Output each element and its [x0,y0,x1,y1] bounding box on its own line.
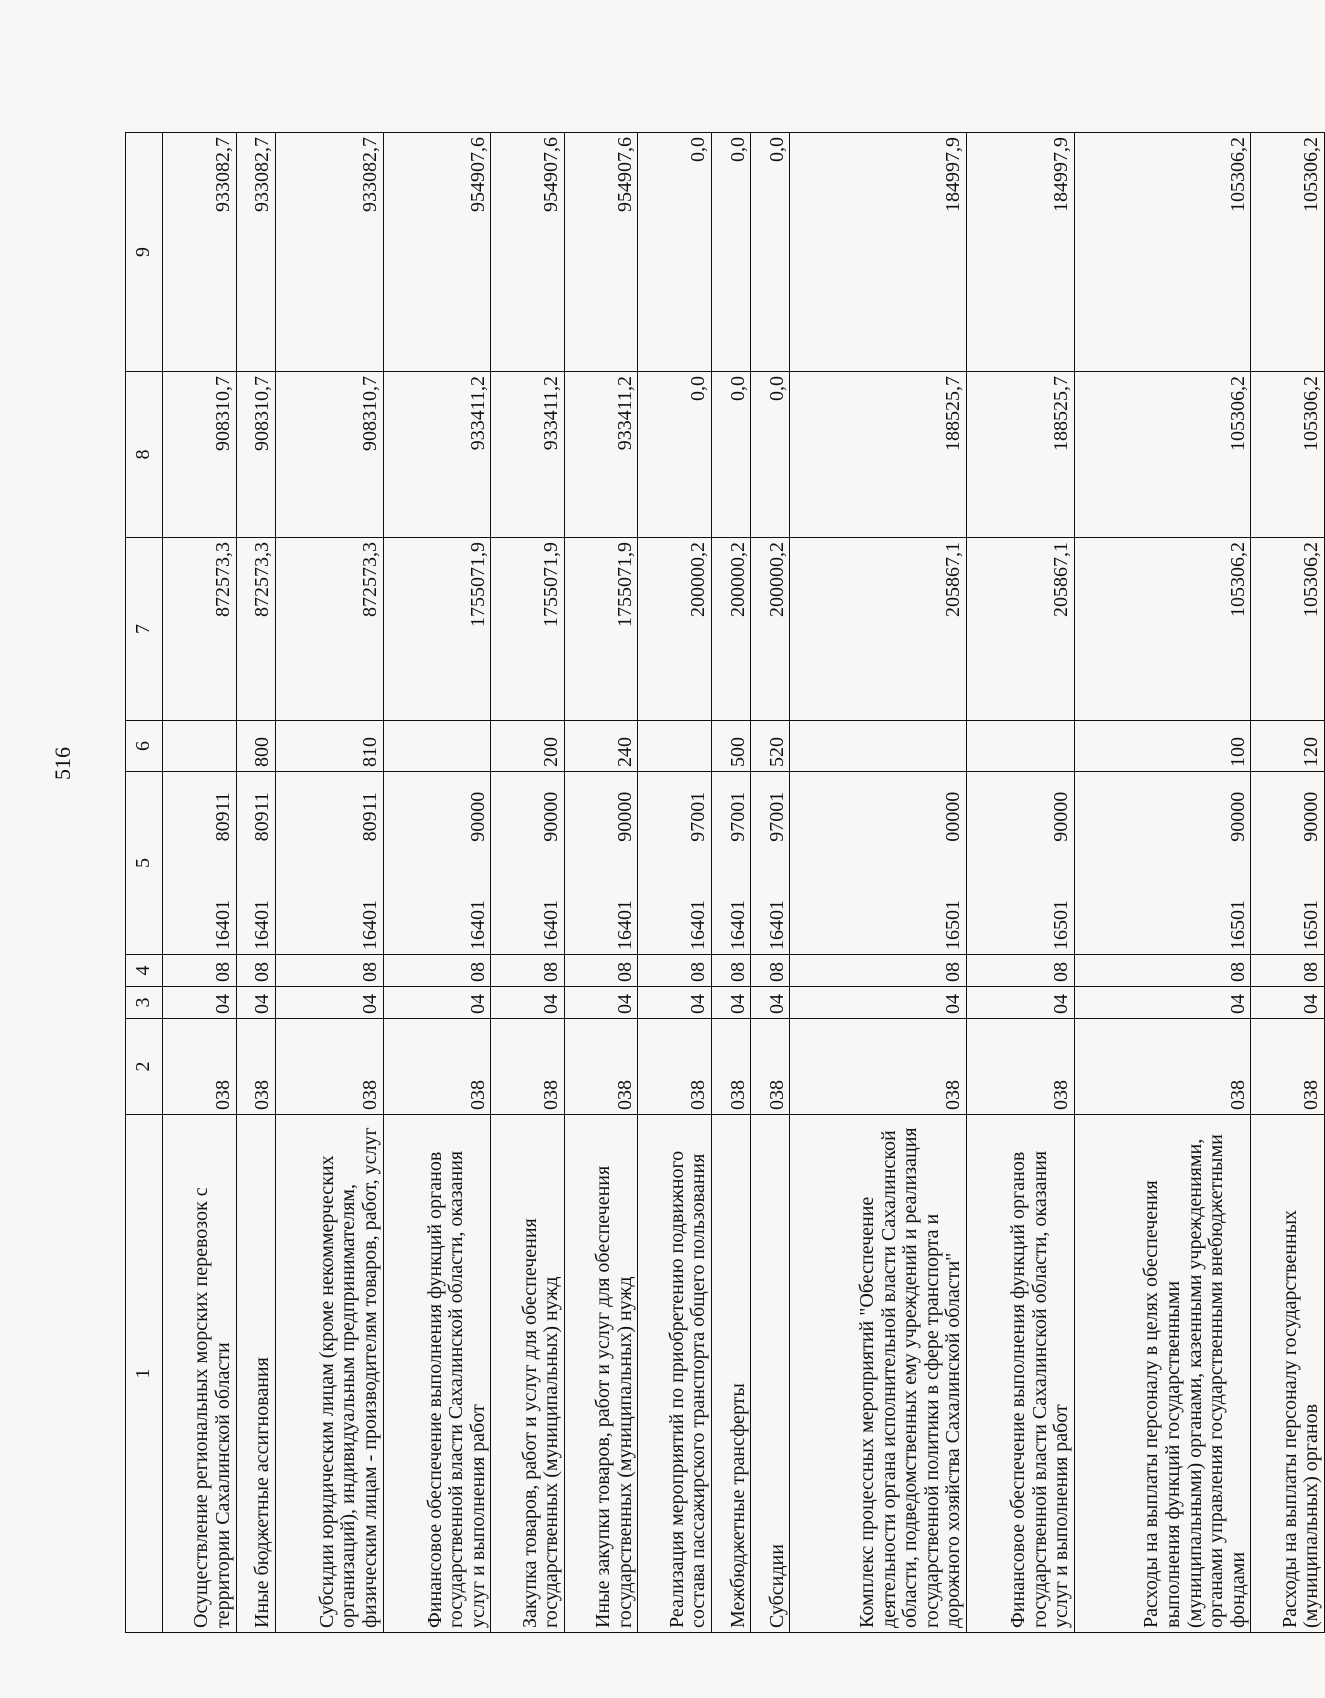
cell-amount-col9: 933082,7 [163,133,237,372]
cell-section-code: 04 [751,987,790,1019]
cell-direction-code: 90000 [491,772,565,862]
cell-section-code: 04 [236,987,275,1019]
cell-amount-col9: 105306,2 [1251,133,1325,372]
cell-amount-col8: 188525,7 [790,372,967,538]
cell-expense-type-code: 810 [275,721,383,772]
cell-amount-col7: 205867,1 [790,538,967,721]
cell-amount-col7: 200000,2 [751,538,790,721]
cell-section-code: 04 [1074,987,1251,1019]
cell-subsection-code: 08 [966,955,1074,987]
cell-direction-code: 80911 [275,772,383,862]
cell-amount-col8: 0,0 [638,372,712,538]
cell-amount-col8: 933411,2 [383,372,491,538]
cell-ministry-code: 038 [711,1019,750,1115]
row-description: Иные бюджетные ассигнования [236,1115,275,1633]
cell-program-code: 16401 [491,862,565,955]
cell-section-code: 04 [711,987,750,1019]
cell-expense-type-code: 520 [751,721,790,772]
row-description: Реализация мероприятий по приобретению подвижного состава пассажирского транспорта общего пользования [638,1115,712,1633]
table-header-row [126,133,163,1633]
cell-amount-col9: 0,0 [751,133,790,372]
cell-amount-col8: 908310,7 [275,372,383,538]
cell-program-code: 16401 [383,862,491,955]
cell-amount-col9: 933082,7 [275,133,383,372]
row-description: Межбюджетные трансферты [711,1115,750,1633]
row-description: Субсидии юридическим лицам (кроме некоммерческих организаций), индивидуальным предпринимателям, физическим лицам - производителям товаров, работ, услуг [275,1115,383,1633]
table-row [383,133,491,1633]
cell-ministry-code: 038 [1074,1019,1251,1115]
cell-program-code: 16401 [275,862,383,955]
cell-ministry-code: 038 [751,1019,790,1115]
cell-direction-code: 00000 [790,772,967,862]
cell-program-code: 16401 [163,862,237,955]
cell-expense-type-code [163,721,237,772]
cell-ministry-code: 038 [790,1019,967,1115]
cell-amount-col8: 933411,2 [564,372,638,538]
cell-ministry-code: 038 [383,1019,491,1115]
row-description: Финансовое обеспечение выполнения функций органов государственной власти Сахалинской области, оказания услуг и выполнения работ [966,1115,1074,1633]
cell-direction-code: 90000 [1251,772,1325,862]
cell-direction-code: 97001 [751,772,790,862]
cell-ministry-code: 038 [236,1019,275,1115]
column-header: 7 [126,538,163,721]
cell-program-code: 16401 [751,862,790,955]
cell-subsection-code: 08 [638,955,712,987]
table-row [564,133,638,1633]
cell-direction-code: 80911 [236,772,275,862]
column-header: 5 [126,772,163,955]
cell-amount-col9: 184997,9 [966,133,1074,372]
cell-subsection-code: 08 [383,955,491,987]
cell-amount-col8: 0,0 [751,372,790,538]
cell-program-code: 16401 [236,862,275,955]
column-header: 1 [126,1115,163,1633]
cell-subsection-code: 08 [711,955,750,987]
cell-amount-col7: 1755071,9 [564,538,638,721]
table-row [1251,133,1325,1633]
cell-subsection-code: 08 [275,955,383,987]
budget-table [125,132,1325,1633]
cell-program-code: 16401 [711,862,750,955]
cell-section-code: 04 [163,987,237,1019]
row-description: Иные закупки товаров, работ и услуг для обеспечения государственных (муниципальных) нужд [564,1115,638,1633]
cell-amount-col8: 908310,7 [236,372,275,538]
row-description: Закупка товаров, работ и услуг для обеспечения государственных (муниципальных) нужд [491,1115,565,1633]
row-description: Субсидии [751,1115,790,1633]
cell-program-code: 16501 [1074,862,1251,955]
cell-section-code: 04 [966,987,1074,1019]
cell-ministry-code: 038 [491,1019,565,1115]
cell-subsection-code: 08 [236,955,275,987]
cell-amount-col7: 200000,2 [711,538,750,721]
cell-program-code: 16401 [638,862,712,955]
cell-amount-col7: 872573,3 [163,538,237,721]
column-header: 4 [126,955,163,987]
table-row [966,133,1074,1633]
column-header: 9 [126,133,163,372]
cell-amount-col8: 105306,2 [1251,372,1325,538]
cell-expense-type-code [790,721,967,772]
cell-expense-type-code: 100 [1074,721,1251,772]
page-number: 516 [50,747,75,780]
cell-subsection-code: 08 [491,955,565,987]
cell-direction-code: 90000 [383,772,491,862]
table-row [751,133,790,1633]
cell-amount-col7: 1755071,9 [491,538,565,721]
cell-amount-col9: 0,0 [711,133,750,372]
cell-amount-col8: 0,0 [711,372,750,538]
cell-amount-col9: 0,0 [638,133,712,372]
cell-section-code: 04 [491,987,565,1019]
cell-amount-col9: 954907,6 [383,133,491,372]
cell-subsection-code: 08 [790,955,967,987]
cell-section-code: 04 [1251,987,1325,1019]
cell-expense-type-code: 500 [711,721,750,772]
cell-expense-type-code: 240 [564,721,638,772]
cell-amount-col7: 872573,3 [236,538,275,721]
cell-amount-col7: 205867,1 [966,538,1074,721]
cell-ministry-code: 038 [1251,1019,1325,1115]
cell-subsection-code: 08 [564,955,638,987]
cell-subsection-code: 08 [751,955,790,987]
table-row [711,133,750,1633]
cell-expense-type-code [966,721,1074,772]
cell-expense-type-code [383,721,491,772]
row-description: Осуществление региональных морских перевозок с территории Сахалинской области [163,1115,237,1633]
table-row [236,133,275,1633]
cell-amount-col9: 954907,6 [564,133,638,372]
cell-direction-code: 90000 [966,772,1074,862]
cell-amount-col9: 184997,9 [790,133,967,372]
cell-ministry-code: 038 [163,1019,237,1115]
cell-direction-code: 80911 [163,772,237,862]
table-row [638,133,712,1633]
cell-amount-col9: 954907,6 [491,133,565,372]
cell-ministry-code: 038 [966,1019,1074,1115]
table-row [790,133,967,1633]
cell-amount-col7: 105306,2 [1251,538,1325,721]
cell-ministry-code: 038 [638,1019,712,1115]
cell-section-code: 04 [275,987,383,1019]
cell-amount-col9: 933082,7 [236,133,275,372]
table-row [163,133,237,1633]
row-description: Расходы на выплаты персоналу в целях обеспечения выполнения функций государственными (муниципальными) органами, казенными учреждениями, органами управления государственными внебюджетными фондами [1074,1115,1251,1633]
row-description: Расходы на выплаты персоналу государственных (муниципальных) органов [1251,1115,1325,1633]
table-row [491,133,565,1633]
cell-ministry-code: 038 [275,1019,383,1115]
column-header: 3 [126,987,163,1019]
cell-direction-code: 90000 [1074,772,1251,862]
cell-direction-code: 97001 [638,772,712,862]
table-row [1074,133,1251,1633]
cell-expense-type-code: 800 [236,721,275,772]
cell-amount-col8: 908310,7 [163,372,237,538]
cell-section-code: 04 [638,987,712,1019]
cell-expense-type-code: 200 [491,721,565,772]
column-header: 8 [126,372,163,538]
cell-amount-col7: 105306,2 [1074,538,1251,721]
cell-amount-col7: 1755071,9 [383,538,491,721]
column-header: 6 [126,721,163,772]
cell-program-code: 16501 [966,862,1074,955]
cell-expense-type-code: 120 [1251,721,1325,772]
column-header: 2 [126,1019,163,1115]
table-row [275,133,383,1633]
cell-section-code: 04 [790,987,967,1019]
cell-amount-col7: 200000,2 [638,538,712,721]
rotated-page [125,133,1325,1633]
cell-direction-code: 97001 [711,772,750,862]
cell-subsection-code: 08 [1074,955,1251,987]
cell-amount-col8: 105306,2 [1074,372,1251,538]
cell-amount-col9: 105306,2 [1074,133,1251,372]
cell-ministry-code: 038 [564,1019,638,1115]
cell-amount-col8: 933411,2 [491,372,565,538]
cell-direction-code: 90000 [564,772,638,862]
cell-section-code: 04 [383,987,491,1019]
cell-expense-type-code [638,721,712,772]
row-description: Финансовое обеспечение выполнения функций органов государственной власти Сахалинской области, оказания услуг и выполнения работ [383,1115,491,1633]
cell-amount-col7: 872573,3 [275,538,383,721]
cell-program-code: 16501 [1251,862,1325,955]
row-description: Комплекс процессных мероприятий "Обеспечение деятельности органа исполнительной власти Сахалинской области, подведомственных ему учреждений и реализация государственной политики в сфере транспорта и дорожного хозяйства Сахалинской области" [790,1115,967,1633]
cell-subsection-code: 08 [1251,955,1325,987]
cell-subsection-code: 08 [163,955,237,987]
cell-program-code: 16501 [790,862,967,955]
cell-amount-col8: 188525,7 [966,372,1074,538]
cell-program-code: 16401 [564,862,638,955]
cell-section-code: 04 [564,987,638,1019]
